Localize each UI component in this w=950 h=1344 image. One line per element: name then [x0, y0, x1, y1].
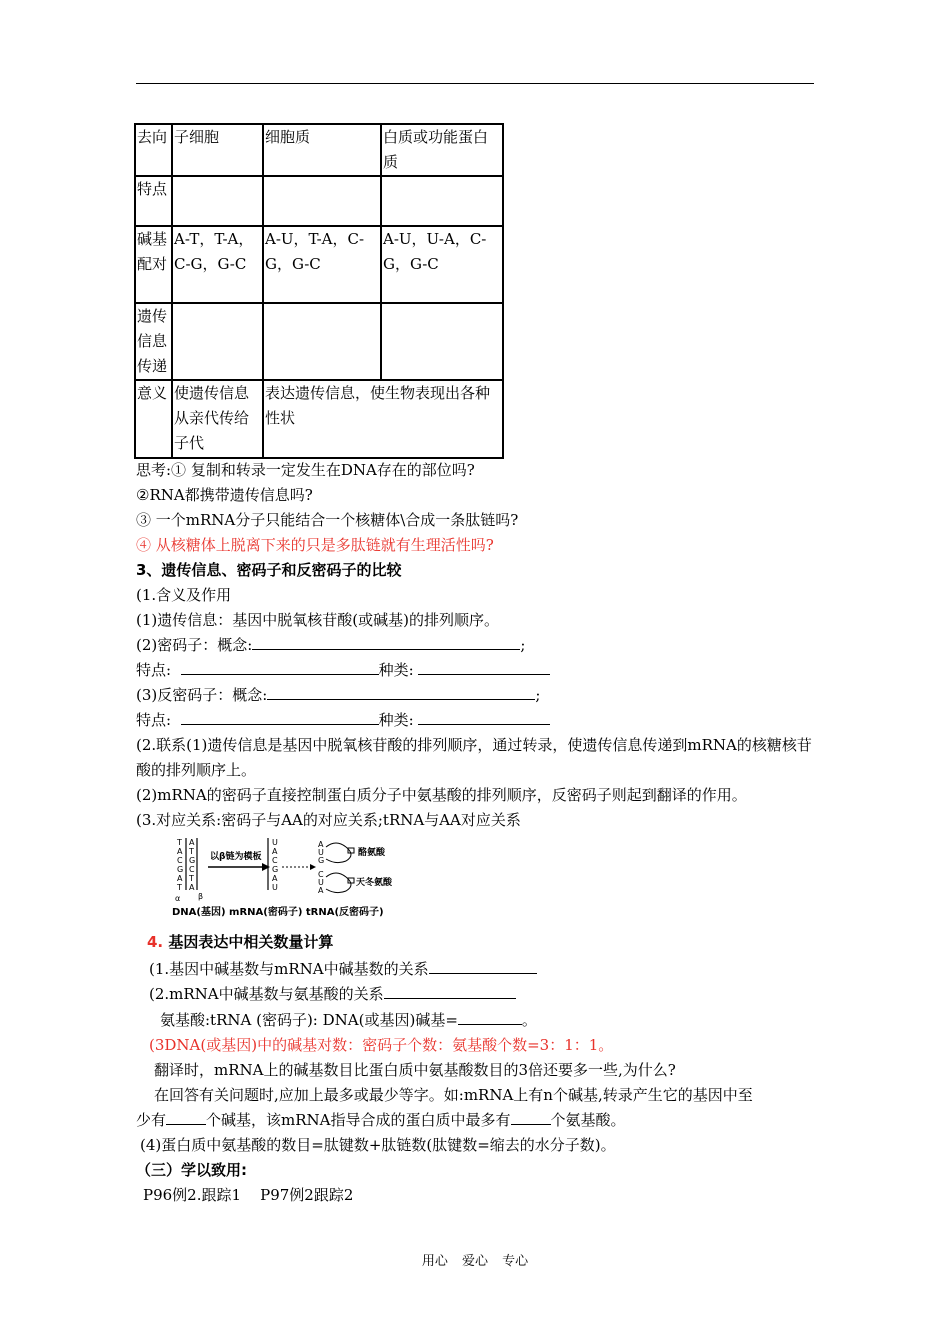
- beta-label: β: [198, 892, 204, 901]
- answer-tip-line-1: 在回答有关问题时,应加上最多或最少等字。如:mRNA上有n个碱基,转录产生它的基因中至: [154, 1086, 753, 1104]
- trna-base: G: [318, 856, 325, 865]
- dna-base: G: [189, 856, 196, 865]
- dna-base: A: [189, 838, 195, 847]
- trna-base: A: [318, 886, 324, 895]
- anticodon-concept-label: (3)反密码子：概念:: [136, 686, 268, 704]
- calc-item-2-text: (2.mRNA中碱基数与氨基酸的关系: [149, 985, 384, 1003]
- calc-item-2: [149, 982, 516, 1006]
- answer-tip-text: 少有: [136, 1111, 167, 1129]
- anticodon-kind-blank: [418, 709, 550, 725]
- answer-tip-text: 个碱基，该mRNA指导合成的蛋白质中最多有: [206, 1111, 511, 1129]
- codon-feature-label: 特点:: [136, 661, 172, 679]
- dna-base: A: [177, 847, 183, 856]
- codon-concept-blank: [252, 634, 520, 650]
- table-cell: 碱基配对: [135, 226, 172, 303]
- codon-concept-line: [136, 633, 525, 657]
- section-3-heading: 3、遗传信息、密码子和反密码子的比较: [136, 561, 402, 579]
- answer-tip-text: 个氨基酸。: [550, 1111, 626, 1129]
- diagram-caption: DNA(基因) mRNA(密码子) tRNA(反密码子): [172, 907, 384, 918]
- codon-kind-blank: [418, 659, 550, 675]
- trna-base: C: [318, 870, 324, 879]
- table-cell: [263, 176, 381, 226]
- header-rule: [136, 83, 814, 84]
- ratio-blank: [458, 1009, 522, 1025]
- dna-base: T: [177, 883, 182, 892]
- think-question-1: 思考:① 复制和转录一定发生在DNA存在的部位吗?: [136, 461, 475, 479]
- apply-heading: （三）学以致用:: [136, 1161, 247, 1179]
- table-row: [135, 380, 503, 458]
- codon-feature-line: [136, 658, 550, 682]
- trna-base: U: [318, 878, 324, 887]
- dna-base: T: [177, 838, 182, 847]
- answer-tip-line-2: [136, 1108, 626, 1132]
- anticodon-kind-label: 种类:: [378, 711, 414, 729]
- comparison-table: [134, 123, 504, 459]
- table-row: [135, 176, 503, 226]
- think-question-3: ③ 一个mRNA分子只能结合一个核糖体\合成一条肽链吗?: [136, 511, 519, 529]
- relation-paragraph: (2.联系(1)遗传信息是基因中脱氧核苷酸的排列顺序，通过转录，使遗传信息传递到mRNA的核糖核苷酸的排列顺序上。: [136, 736, 812, 779]
- codon-concept-label: (2)密码子：概念:: [136, 636, 253, 654]
- think-question-2: ②RNA都携带遗传信息吗?: [136, 486, 313, 504]
- think-question-4: ④ 从核糖体上脱离下来的只是多肽链就有生理活性吗?: [136, 536, 494, 554]
- page-footer: 用心 爱心 专心: [421, 1254, 529, 1269]
- codon-feature-blank: [181, 659, 379, 675]
- table-cell: A-U，U-A，C-G，G-C: [381, 226, 503, 303]
- mrna-base: U: [272, 838, 278, 847]
- amino-acid-label: 天冬氨酸: [356, 878, 393, 888]
- table-cell: A-U，T-A，C-G，G-C: [263, 226, 381, 303]
- ratio-text: 氨基酸:tRNA (密码子): DNA(或基因)碱基=: [160, 1011, 458, 1029]
- table-row: [135, 124, 503, 176]
- ratio-rule: (3DNA(或基因)中的碱基对数：密码子个数：氨基酸个数=3：1：1。: [149, 1036, 614, 1054]
- table-cell: 特点: [135, 176, 172, 226]
- trna-base: A: [318, 840, 324, 849]
- table-cell: 意义: [135, 380, 172, 458]
- table-cell: 细胞质: [263, 124, 381, 176]
- table-row: [135, 226, 503, 303]
- amino-acids-blank: [511, 1109, 551, 1125]
- codon-kind-label: 种类:: [378, 661, 414, 679]
- calc-item-2-blank: [384, 983, 516, 999]
- dna-base: C: [189, 865, 195, 874]
- ratio-line: [160, 1008, 537, 1032]
- table-cell: [172, 303, 263, 380]
- table-cell: 遗传信息传递: [135, 303, 172, 380]
- anticodon-concept-line: [136, 683, 540, 707]
- mrna-base: G: [272, 865, 279, 874]
- section-4-title: 基因表达中相关数量计算: [168, 933, 334, 951]
- calc-item-1-blank: [429, 958, 537, 974]
- peptide-rule: (4)蛋白质中氨基酸的数目=肽键数+肽链数(肽键数=缩去的水分子数)。: [140, 1136, 616, 1154]
- anticodon-concept-blank: [267, 684, 535, 700]
- apply-exercises: P96例2.跟踪1 P97例2跟踪2: [143, 1186, 354, 1204]
- table-cell: 去向: [135, 124, 172, 176]
- table-cell: A-T，T-A，C-G，G-C: [172, 226, 263, 303]
- section-4-number: 4.: [147, 933, 164, 951]
- calc-item-1-text: (1.基因中碱基数与mRNA中碱基数的关系: [149, 960, 429, 978]
- translation-diagram: [170, 835, 410, 920]
- correspondence-line: (3.对应关系:密码子与AA的对应关系;tRNA与AA对应关系: [136, 811, 521, 829]
- dna-base: G: [177, 865, 184, 874]
- semicolon: ;: [520, 636, 526, 654]
- anticodon-feature-blank: [181, 709, 379, 725]
- section-4-heading: [147, 930, 333, 954]
- table-cell: [172, 176, 263, 226]
- mrna-base: A: [272, 847, 278, 856]
- dna-base: A: [189, 883, 195, 892]
- anticodon-feature-line: [136, 708, 550, 732]
- table-cell: [381, 176, 503, 226]
- dna-base: C: [177, 856, 183, 865]
- table-cell: [263, 303, 381, 380]
- anticodon-feature-label: 特点:: [136, 711, 172, 729]
- dna-base: T: [189, 874, 194, 883]
- calc-item-1: [149, 957, 537, 981]
- genetic-info-definition: (1)遗传信息：基因中脱氧核苷酸(或碱基)的排列顺序。: [136, 611, 499, 629]
- semicolon: ;: [535, 686, 541, 704]
- alpha-label: α: [175, 894, 181, 903]
- dna-base: T: [189, 847, 194, 856]
- table-row: [135, 303, 503, 380]
- gene-bases-blank: [166, 1109, 206, 1125]
- table-cell: 子细胞: [172, 124, 263, 176]
- amino-acid-label: 酪氨酸: [358, 848, 386, 858]
- dna-base: A: [177, 874, 183, 883]
- meaning-subheading: (1.含义及作用: [136, 586, 232, 604]
- table-cell: 表达遗传信息，使生物表现出各种性状: [263, 380, 503, 458]
- table-cell: 使遗传信息从亲代传给子代: [172, 380, 263, 458]
- table-cell: 白质或功能蛋白质: [381, 124, 503, 176]
- translation-question: 翻译时，mRNA上的碱基数目比蛋白质中氨基酸数目的3倍还要多一些,为什么?: [154, 1061, 676, 1079]
- relation-paragraph-2: (2)mRNA的密码子直接控制蛋白质分子中氨基酸的排列顺序，反密码子则起到翻译的作用。: [136, 786, 747, 804]
- mrna-base: C: [272, 856, 278, 865]
- mrna-base: A: [272, 874, 278, 883]
- table-cell: [381, 303, 503, 380]
- arrow-label: 以β链为模板: [210, 852, 262, 862]
- mrna-base: U: [272, 883, 278, 892]
- ratio-end: 。: [521, 1011, 537, 1029]
- trna-base: U: [318, 848, 324, 857]
